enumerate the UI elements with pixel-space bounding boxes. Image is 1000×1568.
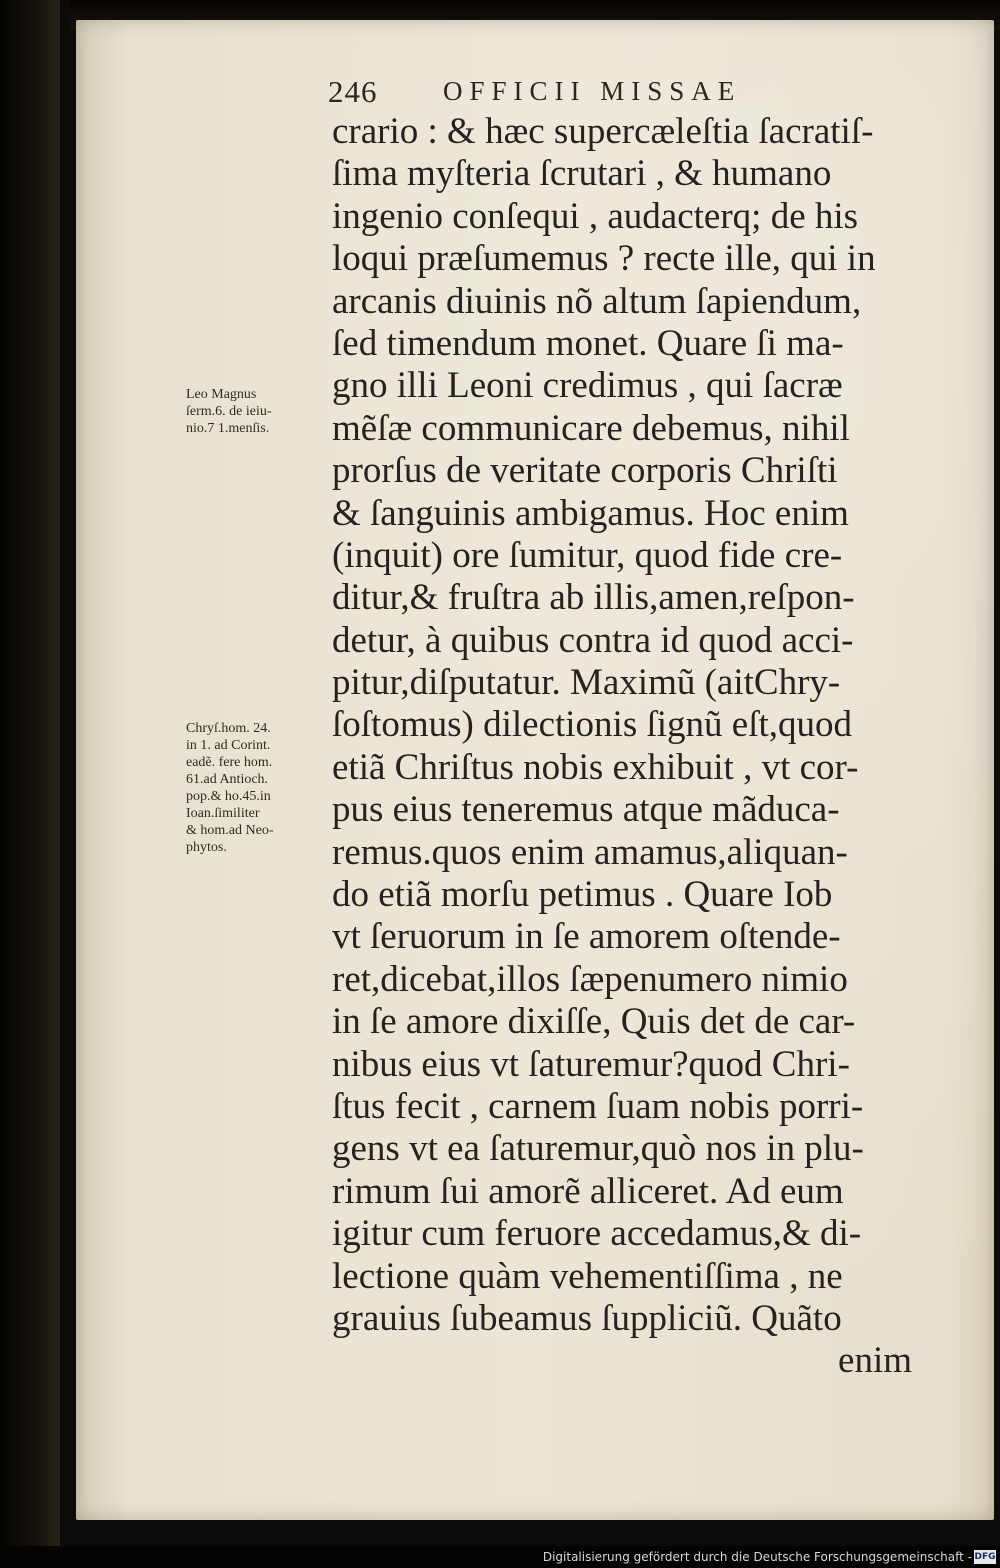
text-line: (inquit) ore ſumitur, quod fide cre-: [332, 534, 843, 576]
text-line: mẽſæ communicare debemus, nihil: [332, 407, 850, 449]
margin-note-chrysostom: [186, 720, 273, 856]
body-text: [332, 111, 922, 1383]
text-line: ſoſtomus) dilectionis ſignũ eſt,quod: [332, 704, 853, 746]
text-line: detur, à quibus contra id quod acci-: [332, 619, 854, 661]
catchword: enim: [838, 1340, 912, 1382]
text-line: crario : & hæc supercæleſtia ſacratiſ-: [332, 111, 874, 152]
text-line: etiã Chriſtus nobis exhibuit , vt cor-: [332, 746, 859, 788]
running-head: OFFICII MISSAE: [443, 76, 742, 106]
margin-note-line: nio.7 1.menſis.: [186, 421, 270, 436]
text-line: in ſe amore dixiſſe, Quis det de car-: [332, 1001, 856, 1043]
margin-note-line: pop.& ho.45.in: [186, 789, 271, 804]
text-line: & ſanguinis ambigamus. Hoc enim: [332, 492, 849, 534]
margin-note-line: Leo Magnus: [186, 387, 257, 402]
margin-note-line: & hom.ad Neo-: [186, 823, 274, 838]
margin-note-line: Chryſ.hom. 24.: [186, 721, 271, 736]
text-line: loqui præſumemus ? recte ille, qui in: [332, 238, 876, 280]
text-line: rimum ſui amorẽ alliceret. Ad eum: [332, 1170, 844, 1212]
text-line: grauius ſubeamus ſuppliciũ. Quãto: [332, 1297, 842, 1339]
margin-note-line: Ioan.ſimiliter: [186, 806, 260, 821]
page-number: 246: [328, 74, 378, 109]
text-line: do etiã morſu petimus . Quare Iob: [332, 874, 833, 916]
text-line: gno illi Leoni credimus , qui ſacræ: [332, 365, 843, 407]
text-line: arcanis diuinis nõ altum ſapiendum,: [332, 280, 862, 322]
text-line: ſed timendum monet. Quare ſi ma-: [332, 322, 844, 364]
text-line: ret,dicebat,illos ſæpenumero nimio: [332, 958, 848, 1000]
text-line: ingenio conſequi , audacterq; de his: [332, 195, 859, 237]
text-line: vt ſeruorum in ſe amorem oſtende-: [332, 916, 841, 958]
text-line: gens vt ea ſaturemur,quò nos in plu-: [332, 1128, 864, 1170]
text-line: nibus eius vt ſaturemur?quod Chri-: [332, 1043, 850, 1085]
text-line: ſtus fecit , carnem ſuam nobis porri-: [332, 1085, 864, 1127]
margin-note-line: in 1. ad Corint.: [186, 738, 271, 753]
text-line: ditur,& fruſtra ab illis,amen,reſpon-: [332, 577, 855, 619]
margin-note-leo: [186, 386, 272, 437]
text-line: prorſus de veritate corporis Chriſti: [332, 450, 838, 492]
text-line: remus.quos enim amamus,aliquan-: [332, 831, 848, 873]
dfg-logo-icon: DFG: [974, 1552, 996, 1562]
page-header: [328, 74, 888, 108]
text-line: pus eius teneremus atque mãduca-: [332, 789, 840, 831]
margin-note-line: 61.ad Antioch.: [186, 772, 269, 787]
text-line: lectione quàm vehementiſſima , ne: [332, 1255, 843, 1297]
text-line: ſima myſteria ſcrutari , & humano: [332, 153, 832, 195]
text-line: pitur,diſputatur. Maximũ (aitChry-: [332, 662, 841, 704]
footer-credit: Digitalisierung gefördert durch die Deutsche Forschungsgemeinschaft -: [542, 1550, 972, 1564]
book-spine-shadow: [0, 0, 60, 1568]
margin-note-line: eadẽ. fere hom.: [186, 755, 273, 770]
text-line: igitur cum feruore accedamus,& di-: [332, 1213, 862, 1255]
margin-note-line: phytos.: [186, 840, 227, 855]
margin-note-line: ſerm.6. de ieiu-: [186, 404, 272, 419]
